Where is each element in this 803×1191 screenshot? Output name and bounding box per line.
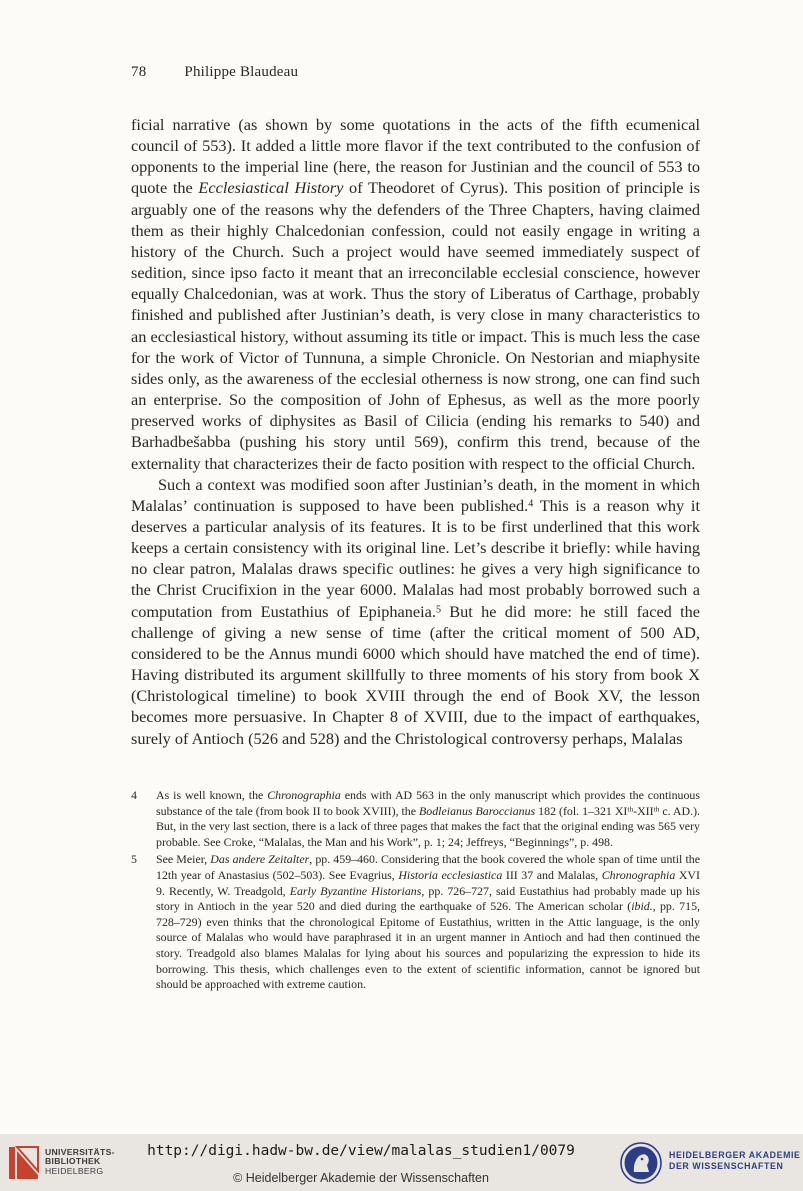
text-run: As is well known, the bbox=[156, 788, 268, 802]
italic-title: Das andere Zeitalter bbox=[210, 852, 310, 867]
ordinal-suffix: th bbox=[627, 804, 634, 814]
copyright-notice: © Heidelberger Akademie der Wissenschaften bbox=[233, 1171, 489, 1185]
running-head-author: Philippe Blaudeau bbox=[184, 64, 299, 80]
academy-name-line: DER WISSENSCHAFTEN bbox=[669, 1161, 784, 1171]
italic-title: Ecclesiastical History bbox=[198, 178, 344, 198]
footnote-ref-5[interactable]: 5 bbox=[435, 604, 441, 616]
paragraph-2 bbox=[131, 474, 700, 749]
footnote-5 bbox=[131, 852, 700, 992]
text-run: ends with AD 563 in the only manuscript which provides the continuous substance of the tale (from book II to book XVIII), the bbox=[156, 788, 700, 818]
text-run: , pp. 459–460. Considering that the book covered the whole span of time until the 12th year of Anastasius (502–503). See Evagrius, bbox=[156, 852, 700, 882]
ordinal-suffix: th bbox=[653, 804, 660, 814]
running-head bbox=[131, 64, 298, 81]
footnotes bbox=[131, 788, 700, 995]
text-run: 182 (fol. 1–321 XI bbox=[535, 803, 628, 818]
text-run: ficial narrative (as shown by some quotations in the acts of the fifth ecumenical council of 553). It added a little more flavor if the text contributed to the confusion of opponents to the imperial line (here, the reason for Justinian and the council of 553 to quote the bbox=[131, 115, 700, 198]
footnote-4 bbox=[131, 788, 700, 850]
text-run: -XII bbox=[633, 803, 654, 818]
italic-title: Historia ecclesiastica bbox=[398, 867, 503, 882]
footnote-ref-4[interactable]: 4 bbox=[528, 498, 534, 510]
text-run: This is a reason why it deserves a particular analysis of its features. It is to be first underlined that this work keeps a certain consistency with its original line. Let’s describe it briefly: while having no clear patron, Malalas draws specific outlines: he gives a very high significance to the Christ Crucifixion in the year 6000. Malalas had most probably borrowed such a computation from Eustathius of Epiphaneia. bbox=[131, 495, 700, 621]
text-run: c. AD.). But, in the very last section, there is a lack of three pages that makes the fact that the original ending was 565 very probable. See Croke, “Malalas, the Man and his Work”, p. 1; 24; Jeffreys, “Beginnings”, p. 498. bbox=[156, 803, 700, 849]
footnote-number: 4 bbox=[131, 788, 137, 802]
italic-title: ibid. bbox=[631, 899, 653, 914]
main-text bbox=[131, 114, 700, 749]
text-run: , pp. 726–727, said Eustathius had probably made up his story in Antioch in the year 520 and died during the earthquake of 526. The American scholar ( bbox=[156, 883, 701, 914]
text-run: , pp. 715, 728–729) even thinks that the chronological Epitome of Eustathius, written in the Attic language, is the only source of Malalas who would have paraphrased it in an urgent manner in Antioch and had then continued the story. Treadgold also blames Malalas for lying about his sources and popularizing the expression to hide its borrowing. This thesis, which challenges even to the extent of scientific information, cannot be ignored but should be approached with extreme caution. bbox=[156, 899, 700, 992]
page-number: 78 bbox=[131, 64, 147, 80]
library-name-line: BIBLIOTHEK bbox=[45, 1156, 101, 1167]
text-run: Such a context was modified soon after Justinian’s death, in the moment in which Malalas’ continuation is supposed to have been published. bbox=[131, 474, 700, 515]
academy-name bbox=[669, 1150, 801, 1172]
text-run: of Theodoret of Cyrus). This position of principle is arguably one of the reasons why the defenders of the Three Chapters, having claimed them as their highly Chalcedonian confession, could not easily engage in writing a history of the Church. Such a project would have seemed immediately suspect of sedition, since ipso facto it meant that an irreconcilable ecclesial conscience, however equally Chalcedonian, was at work. Thus the story of Liberatus of Carthage, probably finished and published after Justinian’s death, is very close in many characteristics to an ecclesiastical history, without assuming its title or impact. This is much less the case for the work of Victor of Tunnuna, a simple Chronicle. On Nestorian and miaphysite sides only, as the awareness of the ecclesial otherness is now strong, one can find such an enterprise. So the composition of John of Ephesus, as well as the more poorly preserved works of diphysites as Basil of Cilicia (ending his remarks to 540) and Barhadbešabba (pushing his story until 569), confirm this trend, because of the externality that characterizes their de facto position with respect to the official Church. bbox=[131, 178, 701, 473]
italic-title: Chronographia bbox=[601, 867, 676, 882]
digitization-footer bbox=[0, 1134, 803, 1191]
library-name-line: UNIVERSITÄTS- bbox=[45, 1147, 115, 1157]
text-run: But he did more: he still faced the challenge of giving a new sense of time (after the critical moment of 500 AD, considered to be the Annus mundi 6000 which should have matched the end of time). Having distributed its argument skillfully to three moments of his story from book X (Christological timeline) to book XVIII through the end of Book XV, the lesson becomes more persuasive. In Chapter 8 of XVIII, due to the impact of earthquakes, surely of Antioch (526 and 528) and the Christological controversy perhaps, Malalas bbox=[131, 601, 700, 748]
italic-title: Bodleianus Baroccianus bbox=[419, 803, 536, 818]
footnote-number: 5 bbox=[131, 852, 137, 867]
paragraph-1 bbox=[131, 114, 700, 474]
text-run: See Meier, bbox=[156, 852, 211, 867]
text-run: III 37 and Malalas, bbox=[502, 867, 602, 882]
italic-title: Early Byzantine Historians bbox=[289, 883, 422, 898]
text-run: XVI 9. Recently, W. Treadgold, bbox=[156, 867, 700, 898]
italic-title: Chronographia bbox=[267, 788, 341, 802]
permalink-url[interactable]: http://digi.hadw-bw.de/view/malalas_studien1/0079 bbox=[147, 1143, 575, 1159]
academy-seal-icon[interactable] bbox=[620, 1142, 662, 1184]
library-name-line: HEIDELBERG bbox=[45, 1165, 104, 1176]
academy-name-line: HEIDELBERGER AKADEMIE bbox=[669, 1150, 801, 1160]
